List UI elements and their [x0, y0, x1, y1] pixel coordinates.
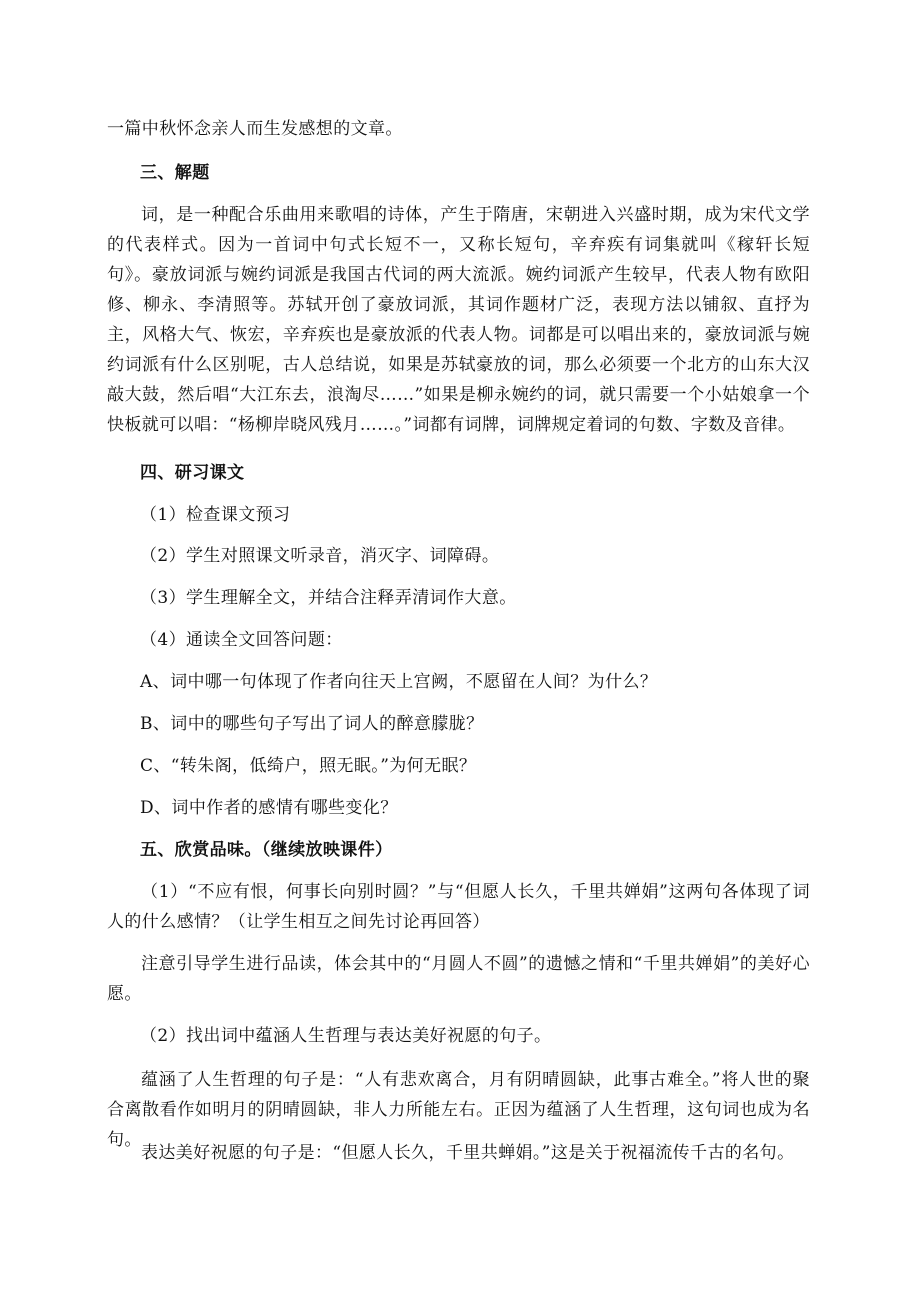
question-b: B、词中的哪些句子写出了词人的醉意朦胧？ [140, 714, 484, 734]
question-c: C、“转朱阁，低绮户，照无眠。”为何无眠？ [140, 756, 477, 776]
appreciation-note-1: 注意引导学生进行品读，体会其中的“月圆人不圆”的遗憾之情和“千里共婵娟”的美好心愿。 [107, 954, 810, 1004]
step-3: （3）学生理解全文，并结合注释弄清词作大意。 [140, 588, 517, 608]
section-3-heading: 三、解题 [140, 163, 210, 183]
intro-line: 一篇中秋怀念亲人而生发感想的文章。 [107, 119, 403, 139]
step-1: （1）检查课文预习 [140, 505, 291, 525]
blessing-answer: 表达美好祝愿的句子是：“但愿人长久，千里共蝉娟。”这是关于祝福流传千古的名句。 [141, 1143, 795, 1163]
step-2: （2）学生对照课文听录音，消灭字、词障碍。 [140, 546, 500, 566]
section-4-heading: 四、研习课文 [140, 463, 245, 483]
step-4: （4）通读全文回答问题： [140, 630, 343, 650]
section-5-heading: 五、欣赏品味。（继续放映课件） [140, 840, 393, 860]
section-3-body: 词，是一种配合乐曲用来歌唱的诗体，产生于隋唐，宋朝进入兴盛时期，成为宋代文学的代表样式。因为一首词中句式长短不一，又称长短句，辛弃疾有词集就叫《稼轩长短句》。豪放词派与婉约词派是我国古代词的两大流派。婉约词派产生较早，代表人物有欧阳修、柳永、李清照等。苏轼开创了豪放词派，其词作题材广泛，表现方法以铺叙、直抒为主，风格大气、恢宏，辛弃疾也是豪放派的代表人物。词都是可以唱出来的，豪放词派与婉约词派有什么区别呢，古人总结说，如果是苏轼豪放的词，那么必须要一个北方的山东大汉敲大鼓，然后唱“大江东去，浪淘尽……”如果是柳永婉约的词，就只需要一个小姑娘拿一个快板就可以唱：“杨柳岸晓风残月……。”词都有词牌，词牌规定着词的句数、字数及音律。 [107, 205, 810, 435]
question-a: A、词中哪一句体现了作者向往天上宫阙，不愿留在人间？为什么？ [140, 672, 658, 692]
appreciation-question-1: （1）“不应有恨，何事长向别时圆？”与“但愿人长久，千里共婵娟”这两句各体现了词人的什么感情？（让学生相互之间先讨论再回答） [107, 882, 810, 932]
philosophy-answer: 蕴涵了人生哲理的句子是：“人有悲欢离合，月有阴晴圆缺，此事古难全。”将人世的聚合离散看作如明月的阴晴圆缺，非人力所能左右。正因为蕴涵了人生哲理，这句词也成为名句。 [107, 1070, 810, 1150]
question-d: D、词中作者的感情有哪些变化？ [140, 798, 398, 818]
appreciation-question-2: （2）找出词中蕴涵人生哲理与表达美好祝愿的句子。 [140, 1026, 552, 1046]
